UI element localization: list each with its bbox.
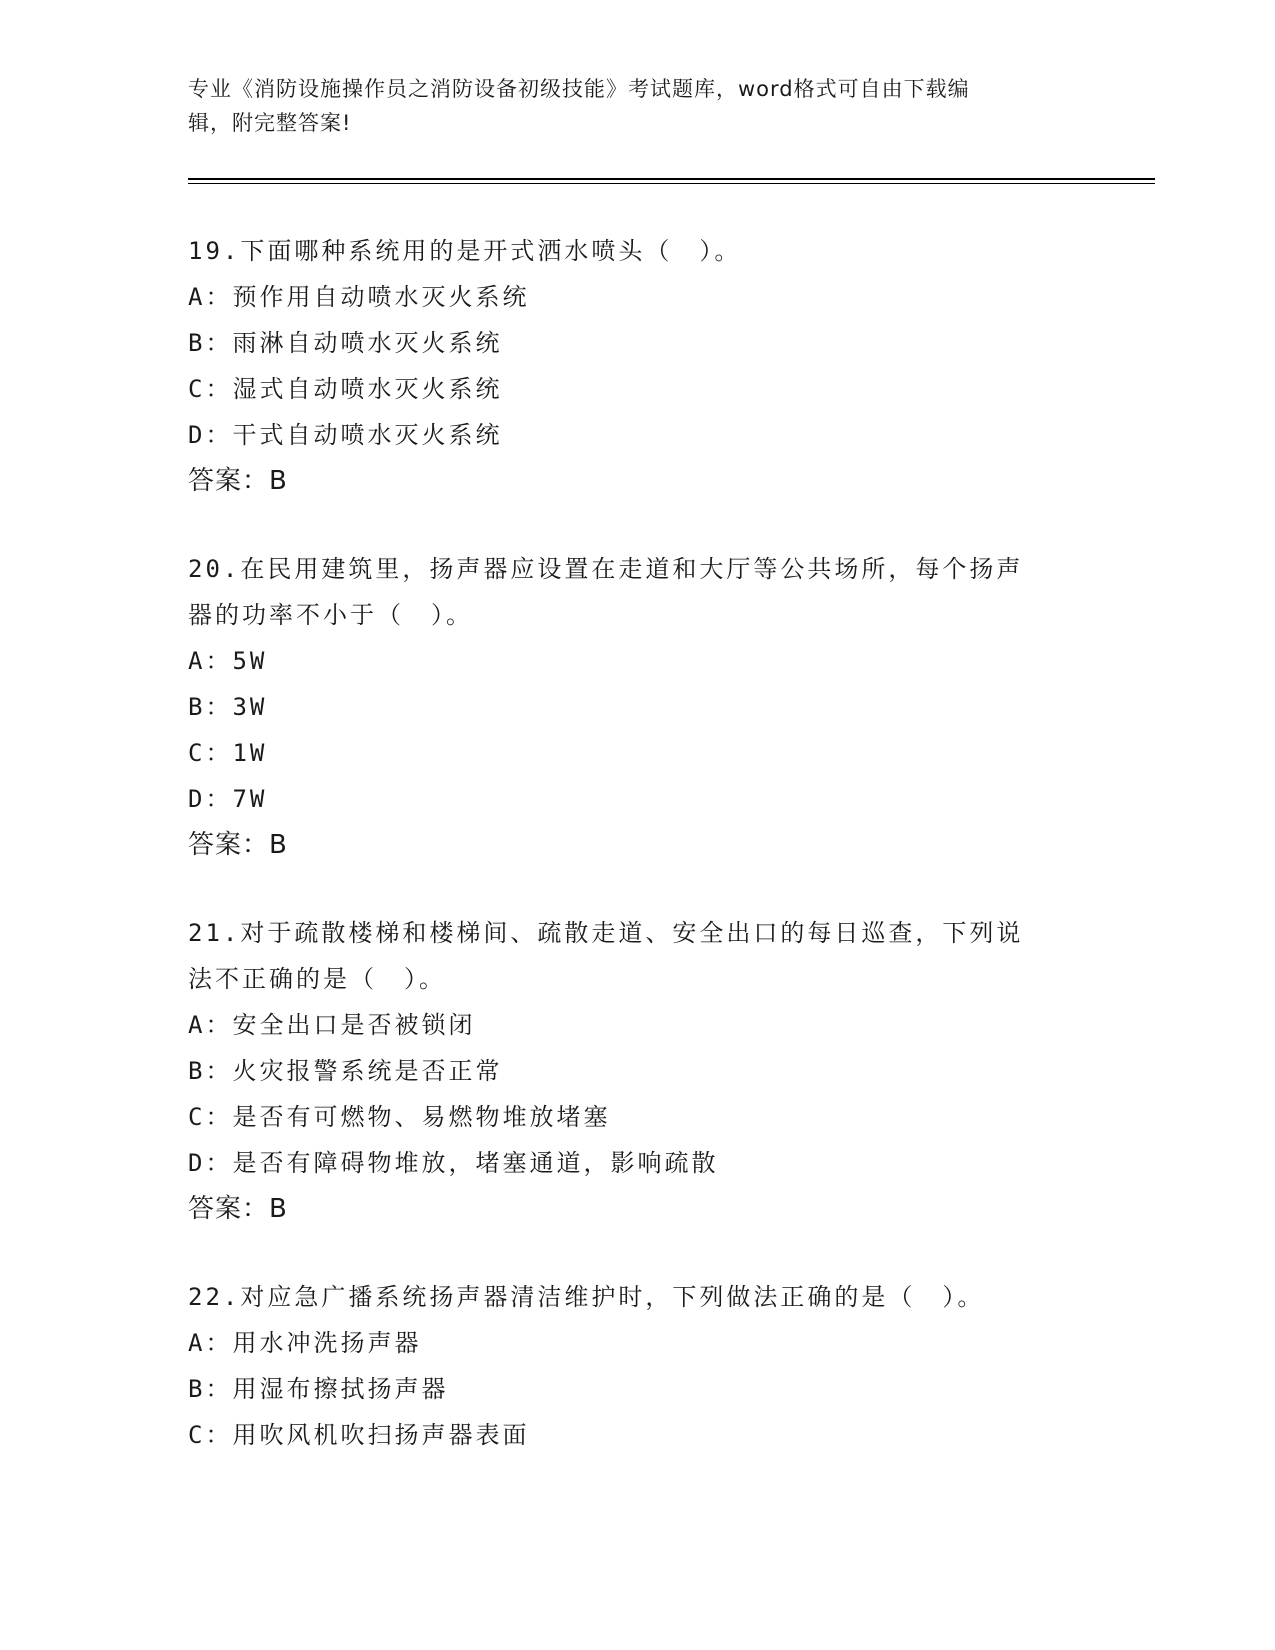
option-b: B：用湿布擦拭扬声器 [188,1375,449,1403]
header-divider-thick [188,178,1155,180]
header-divider-thin [188,183,1155,184]
option-a: A：安全出口是否被锁闭 [188,1011,476,1039]
question-21 [188,910,1088,1232]
question-stem-continued: 器的功率不小于（ ）。 [188,601,473,629]
document-header [188,72,1068,140]
option-d: D：7W [188,785,268,813]
header-line-1: 专业《消防设施操作员之消防设备初级技能》考试题库，word格式可自由下载编 [188,77,970,101]
answer: 答案：B [188,830,288,860]
question-stem: 22.对应急广播系统扬声器清洁维护时，下列做法正确的是（ ）。 [188,1283,985,1311]
answer: 答案：B [188,466,288,496]
question-20 [188,546,1088,868]
question-stem: 21.对于疏散楼梯和楼梯间、疏散走道、安全出口的每日巡查，下列说 [188,919,1024,947]
answer: 答案：B [188,1194,288,1224]
option-b: B：3W [188,693,268,721]
question-list [188,228,1088,1500]
option-b: B：雨淋自动喷水灭火系统 [188,329,503,357]
question-stem: 20.在民用建筑里，扬声器应设置在走道和大厅等公共场所，每个扬声 [188,555,1024,583]
option-c: C：是否有可燃物、易燃物堆放堵塞 [188,1103,611,1131]
question-stem-continued: 法不正确的是（ ）。 [188,965,446,993]
question-stem: 19.下面哪种系统用的是开式洒水喷头（ ）。 [188,237,742,265]
question-19 [188,228,1088,504]
option-c: C：1W [188,739,268,767]
question-22 [188,1274,1088,1458]
option-c: C：湿式自动喷水灭火系统 [188,375,503,403]
option-d: D：干式自动喷水灭火系统 [188,421,503,449]
option-c: C：用吹风机吹扫扬声器表面 [188,1421,530,1449]
option-a: A：预作用自动喷水灭火系统 [188,283,530,311]
option-d: D：是否有障碍物堆放，堵塞通道，影响疏散 [188,1149,719,1177]
header-line-2: 辑，附完整答案! [188,111,352,135]
option-a: A：用水冲洗扬声器 [188,1329,422,1357]
option-b: B：火灾报警系统是否正常 [188,1057,503,1085]
option-a: A：5W [188,647,268,675]
